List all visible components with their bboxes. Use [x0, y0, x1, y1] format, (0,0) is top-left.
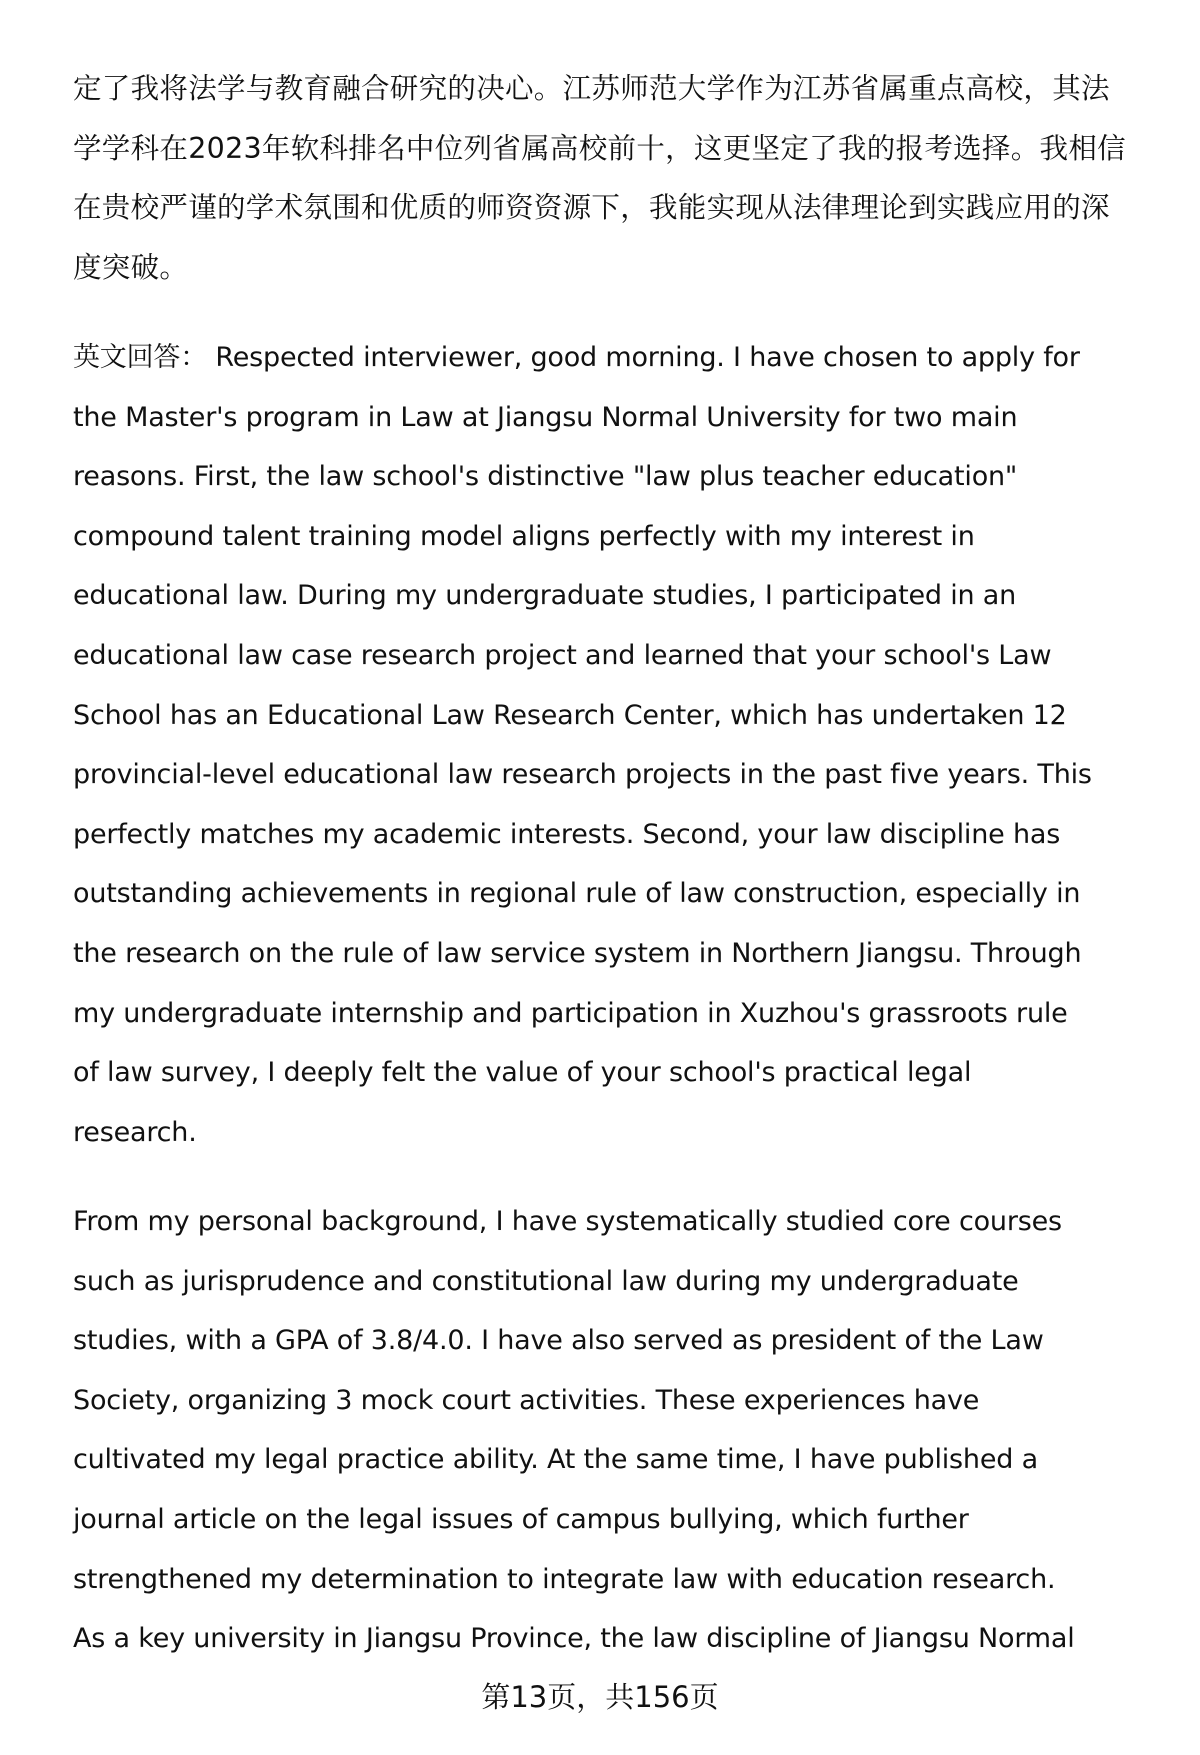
- text-line: of law survey, I deeply felt the value of your school's practical legal: [73, 1057, 972, 1089]
- text-line: 学学科在2023年软科排名中位列省属高校前十，这更坚定了我的报考选择。我相信: [73, 131, 1126, 165]
- text-line: cultivated my legal practice ability. At the same time, I have published a: [73, 1444, 1038, 1476]
- text-line: 在贵校严谨的学术氛围和优质的师资资源下，我能实现从法律理论到实践应用的深: [73, 191, 1110, 225]
- text-line: reasons. First, the law school's distinctive "law plus teacher education": [73, 461, 1018, 493]
- text-line: compound talent training model aligns perfectly with my interest in: [73, 520, 975, 552]
- text-line: 英文回答： Respected interviewer, good morning. I have chosen to apply for: [73, 342, 1080, 373]
- text-line: journal article on the legal issues of campus bullying, which further: [73, 1503, 969, 1535]
- text-line: educational law. During my undergraduate studies, I participated in an: [73, 580, 1017, 612]
- text-line: my undergraduate internship and participation in Xuzhou's grassroots rule: [73, 997, 1068, 1029]
- text-line: strengthened my determination to integrate law with education research.: [73, 1563, 1056, 1595]
- page-number-footer: 第13页，共156页: [481, 1680, 719, 1714]
- paragraph-english-answer: [73, 328, 1163, 1162]
- text-line: As a key university in Jiangsu Province, the law discipline of Jiangsu Normal: [73, 1623, 1075, 1655]
- text-line: perfectly matches my academic interests. Second, your law discipline has: [73, 818, 1061, 850]
- text-line: 度突破。: [73, 250, 189, 284]
- text-line: outstanding achievements in regional rule of law construction, especially in: [73, 878, 1081, 910]
- text-line: such as jurisprudence and constitutional law during my undergraduate: [73, 1265, 1019, 1297]
- text-line: studies, with a GPA of 3.8/4.0. I have also served as president of the Law: [73, 1325, 1044, 1357]
- text-line: provincial-level educational law research projects in the past five years. This: [73, 759, 1092, 791]
- text-line: From my personal background, I have systematically studied core courses: [73, 1206, 1062, 1237]
- text-line: educational law case research project and learned that your school's Law: [73, 639, 1052, 671]
- paragraph-chinese-answer-end: [73, 59, 1163, 297]
- paragraph-personal-background: [73, 1192, 1163, 1669]
- text-line: the research on the rule of law service system in Northern Jiangsu. Through: [73, 937, 1082, 969]
- text-line: School has an Educational Law Research Center, which has undertaken 12: [73, 699, 1067, 731]
- text-line: Society, organizing 3 mock court activities. These experiences have: [73, 1384, 980, 1416]
- text-line: research.: [73, 1116, 197, 1148]
- text-line: the Master's program in Law at Jiangsu Normal University for two main: [73, 401, 1018, 433]
- text-line: 定了我将法学与教育融合研究的决心。江苏师范大学作为江苏省属重点高校，其法: [73, 72, 1110, 105]
